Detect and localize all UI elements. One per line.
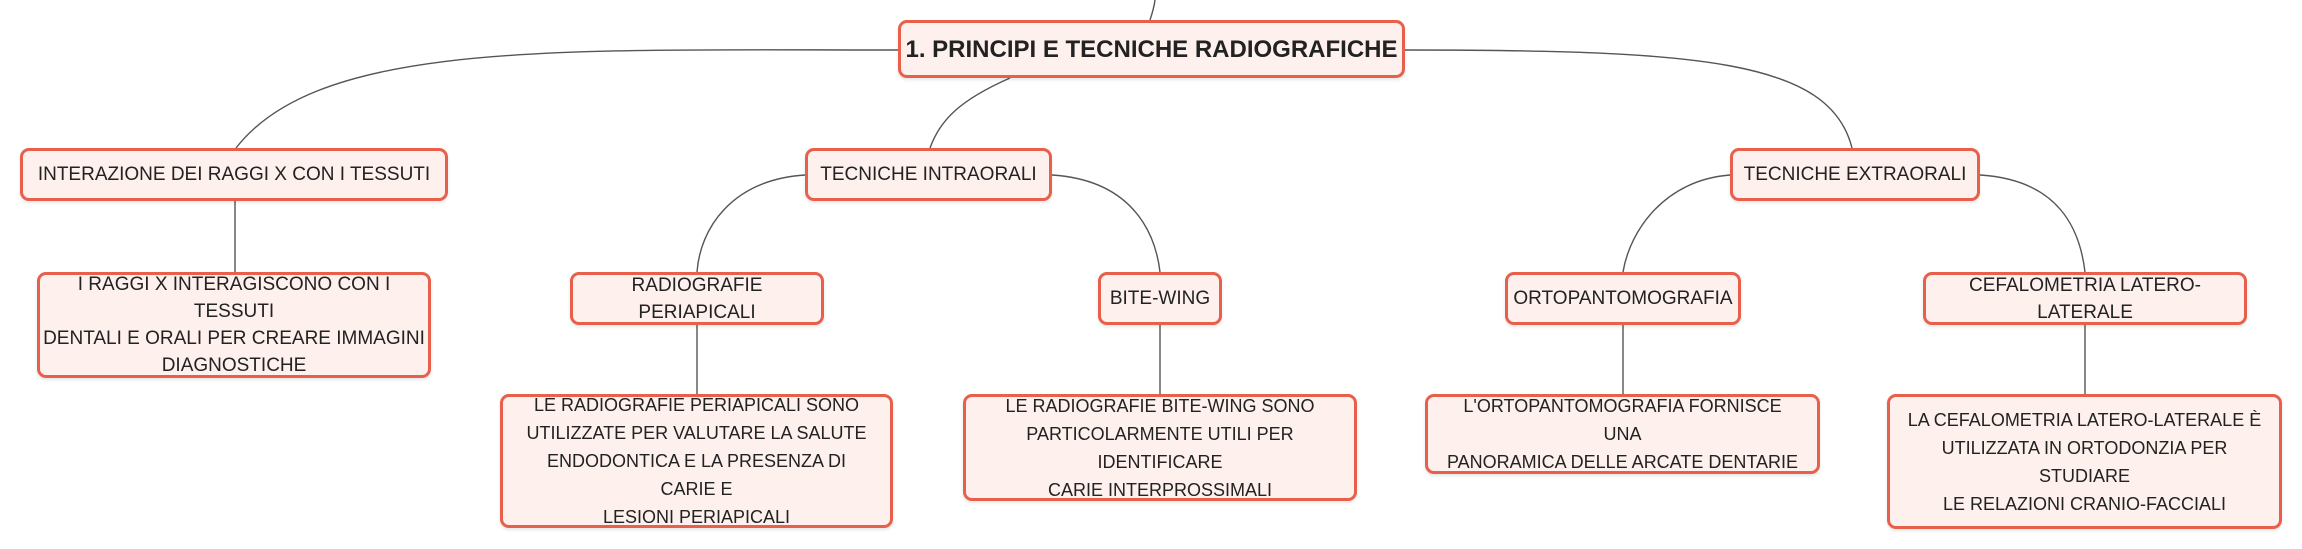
node-tecniche-extraorali-label: TECNICHE EXTRAORALI: [1743, 164, 1967, 185]
node-cefalometria-detail[interactable]: [1887, 394, 2282, 529]
node-cefalometria-label: CEFALOMETRIA LATERO-LATERALE: [1969, 274, 2201, 323]
node-ortopantomografia[interactable]: [1505, 272, 1741, 325]
node-interazione-detail-text: I RAGGI X INTERAGISCONO CON I TESSUTI DENTALI E ORALI PER CREARE IMMAGINI DIAGNOSTICHE: [43, 274, 425, 376]
root-label: 1. PRINCIPI E TECNICHE RADIOGRAFICHE: [905, 35, 1398, 63]
node-interazione-label: INTERAZIONE DEI RAGGI X CON I TESSUTI: [37, 164, 431, 185]
node-radiografie-periapicali[interactable]: [570, 272, 824, 325]
node-periapicali-detail[interactable]: [500, 394, 893, 528]
node-radiografie-periapicali-label: RADIOGRAFIE PERIAPICALI: [631, 274, 763, 323]
connector-root-intraorali: [930, 78, 1010, 148]
connector-intraorali-periapicali: [697, 175, 805, 272]
connector-root-top: [1150, 0, 1155, 20]
connector-root-interazione: [236, 50, 898, 148]
node-tecniche-intraorali[interactable]: [805, 148, 1052, 201]
connector-intraorali-bitewing: [1052, 175, 1160, 272]
node-periapicali-detail-text: LE RADIOGRAFIE PERIAPICALI SONO UTILIZZATE PER VALUTARE LA SALUTE ENDODONTICA E LA PRESENZA DI CARIE E LESIONI PERIAPICALI: [526, 395, 867, 527]
connector-extraorali-ortopantomografia: [1623, 175, 1730, 272]
node-cefalometria-detail-text: LA CEFALOMETRIA LATERO-LATERALE È UTILIZZATA IN ORTODONZIA PER STUDIARE LE RELAZIONI CRANIO-FACCIALI: [1907, 409, 2262, 514]
node-bitewing-detail[interactable]: [963, 394, 1357, 501]
connector-root-extraorali: [1405, 50, 1852, 148]
node-cefalometria[interactable]: [1923, 272, 2247, 325]
node-interazione[interactable]: [20, 148, 448, 201]
node-tecniche-intraorali-label: TECNICHE INTRAORALI: [820, 164, 1037, 185]
node-ortopantomografia-label: ORTOPANTOMOGRAFIA: [1513, 288, 1733, 309]
node-interazione-detail[interactable]: [37, 272, 431, 378]
node-tecniche-extraorali[interactable]: [1730, 148, 1980, 201]
node-ortopantomografia-detail[interactable]: [1425, 394, 1820, 474]
root-node[interactable]: [898, 20, 1405, 78]
node-bite-wing[interactable]: [1098, 272, 1222, 325]
node-bitewing-detail-text: LE RADIOGRAFIE BITE-WING SONO PARTICOLARMENTE UTILI PER IDENTIFICARE CARIE INTERPROSSIMALI: [1005, 395, 1315, 500]
node-ortopantomografia-detail-text: L'ORTOPANTOMOGRAFIA FORNISCE UNA PANORAMICA DELLE ARCATE DENTARIE: [1446, 396, 1799, 472]
node-bite-wing-label: BITE-WING: [1109, 288, 1211, 309]
connector-extraorali-cefalometria: [1980, 175, 2085, 272]
